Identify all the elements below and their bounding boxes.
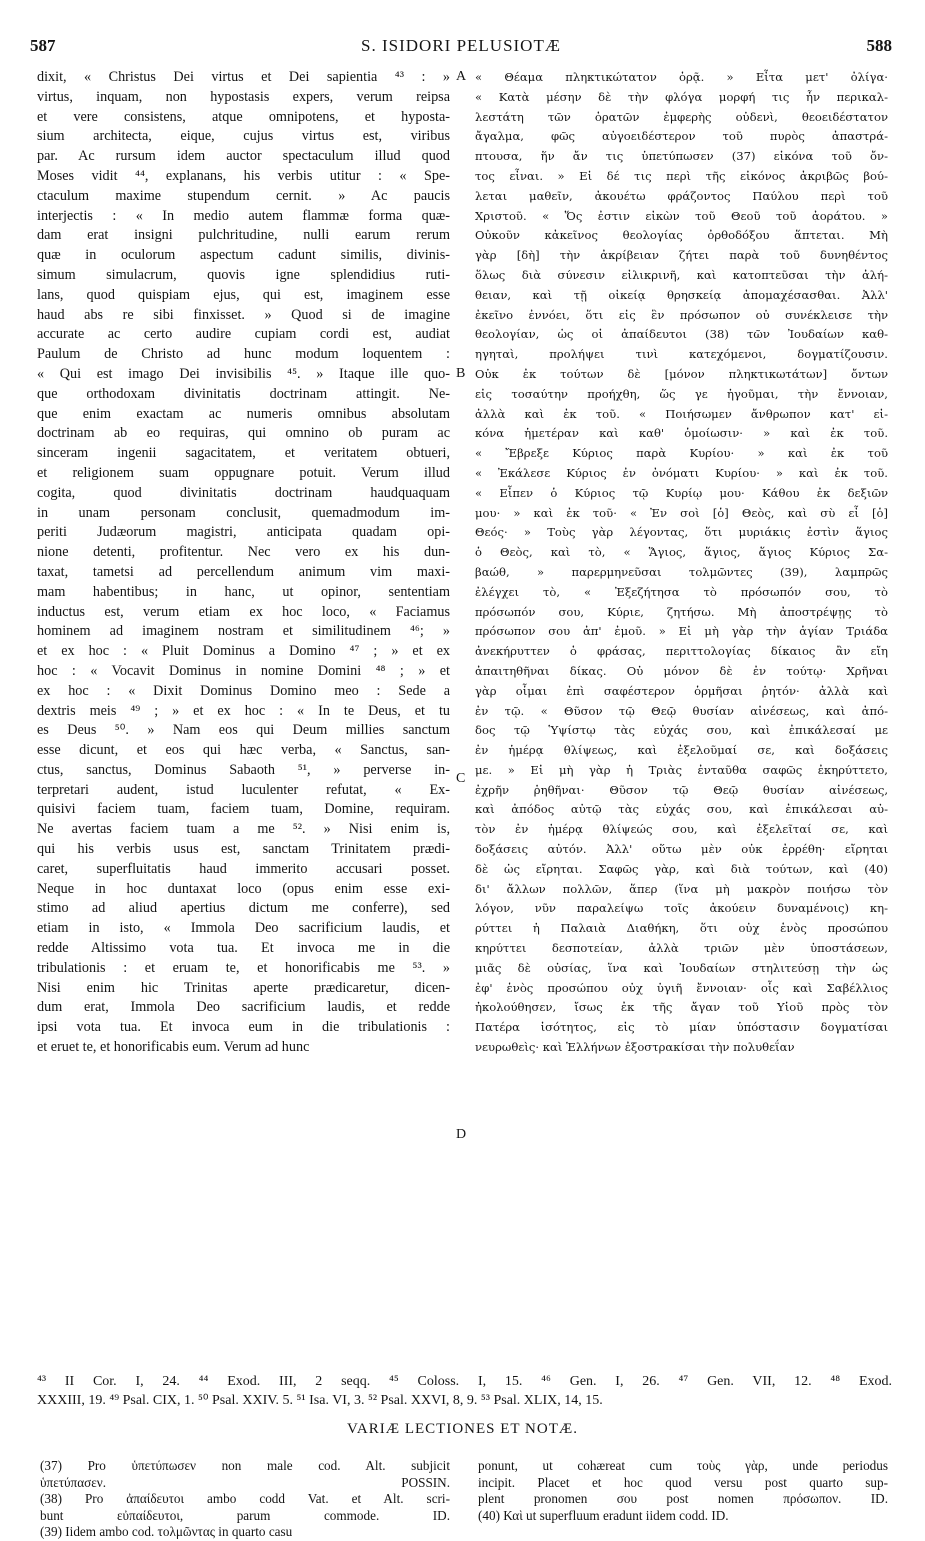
latin-text-line: hominem ad imaginem nostram et similitudinem ⁴⁶; » (37, 623, 450, 640)
latin-text-line: Moses vidit ⁴⁴, explanans, his verbis utitur : « Spe- (37, 167, 450, 184)
greek-text-line: γὰρ [δὴ] τὴν ἀκρίβειαν ζήτει παρὰ τοῦ δυνηθέντος (475, 248, 888, 263)
latin-text-line: que orthodoxam divinitatis doctrinam attingit. Ne- (37, 385, 450, 402)
latin-text-line: quisivi faciem tuam, faciem tuam, Domine, requiram. (37, 801, 450, 818)
latin-text-line: sinceram ingenii sagacitatem, et veritatem obtueri, (37, 445, 450, 462)
latin-text-line: esse dicunt, et eos qui hæc verba, « Sanctus, san- (37, 742, 450, 759)
greek-text-line: Χριστοῦ. « Ὅς ἐστιν εἰκὼν τοῦ Θεοῦ τοῦ ἀοράτου. » (475, 208, 888, 223)
notes-column-left (40, 1458, 450, 1541)
note-line: plent pronomen σου post nomen πρόσωπον. ID. (478, 1491, 888, 1506)
latin-text-line: haud abs re sibi finxisset. » Quod si de imagine (37, 306, 450, 323)
latin-text-line: taxat, tametsi ad percellendum animum vim maxi- (37, 563, 450, 580)
greek-text-line: μου· » καὶ ἐκ τοῦ· « Ἐν σοὶ [ὁ] Θεὸς, καὶ σὺ εἶ [ὁ] (475, 505, 888, 520)
latin-text-line: Ne avertas faciem tuam a me ⁵². » Nisi enim is, (37, 821, 450, 838)
latin-text-line: terpretari audent, istud luculenter refutat, « Ex- (37, 781, 450, 798)
greek-text-line: δος τῷ Ὑψίστῳ τὰς εὐχάς σου, καὶ ἐπικάλεσαί με (475, 723, 888, 738)
greek-text-line: λόγον, νῦν παραλείψω τοῖς ἀκούειν δυναμένοις) κη- (475, 901, 888, 916)
greek-text-line: κηρύττει δεσποτείαν, ἀλλὰ τριῶν μὲν ὑποστάσεων, (475, 941, 888, 956)
greek-text-line: πρόσωπόν σου, Κύριε, ζητήσω. Μὴ ἀποστρέψῃς τὸ (475, 604, 888, 619)
latin-text-line: « Qui est imago Dei invisibilis ⁴⁵. » Itaque ille quo- (37, 365, 450, 382)
greek-text-line: ὅλως διὰ σύνεσιν εἰλικρινῆ, καὶ κατοπτεῦσαι τὴν ἀλή- (475, 267, 888, 282)
running-title: S. ISIDORI PELUSIOTÆ (361, 36, 561, 55)
greek-text-line: πρόσωπον σου ἀπ' ἐμοῦ. » Εἰ μὴ γὰρ τὴν ἁγίαν Τριάδα (475, 624, 888, 639)
note-line: (37) Pro ὑπετύπωσεν non male cod. Alt. subjicit (40, 1458, 450, 1473)
margin-letter-a: A (456, 69, 467, 84)
greek-text-line: θειαν, καὶ τῇ οἰκείᾳ θρησκείᾳ ἀπομαχέσασθαι. Ἀλλ' (475, 287, 888, 302)
note-line: (38) Pro ἀπαίδευτοι ambo codd Vat. et Alt. scri- (40, 1491, 450, 1506)
latin-text-line: mam habentibus; in hanc, ut opinor, sententiam (37, 583, 450, 600)
greek-text-line: ἀλλὰ καὶ ἐκ τοῦ. « Ποιήσωμεν ἄνθρωπον κατ' εἰ- (475, 406, 888, 421)
greek-text-line: Οὐκοῦν κἀκεῖνος θεολογίας ὀρθοδόξου ἅπτεται. Μὴ (475, 228, 888, 243)
latin-text-line: dum erat, Immola Deo sacrificium laudis, et redde (37, 999, 450, 1016)
latin-text-line: et ex hoc : « Pluit Dominus a Domino ⁴⁷ ; » et ex (37, 643, 450, 660)
greek-text-line: « Ἔβρεξε Κύριος παρὰ Κυρίου· » καὶ ἐκ τοῦ (475, 446, 888, 461)
latin-text-line: caret, superfluitatis haud immerito accusari posset. (37, 860, 450, 877)
latin-text-line: que enim exactam ac numeris omnibus absolutam (37, 405, 450, 422)
greek-column (475, 68, 888, 1058)
greek-text-line: ηγηταὶ, προλήψει τινὶ κατεχόμενοι, δογματίζουσιν. (475, 347, 888, 362)
greek-text-line: ἄγαλμα, φῶς αὐγοειδέστερον τοῦ πυρὸς ἀπαστρά- (475, 129, 888, 144)
latin-text-line: et eruet te, et honorificabis eum. Verum ad hunc (37, 1039, 310, 1056)
greek-text-line: ἀπαιτηθῆναι δίκας. Οὐ μόνον δὲ ἐν τούτῳ· Χρῆναι (475, 663, 888, 678)
latin-text-line: stimo ad aliud apertius dictum me conferre), sed (37, 900, 450, 917)
greek-text-line: ἐχρῆν ῥηθῆναι· Θῦσον τῷ Θεῷ θυσίαν αἰνέσεως, (475, 782, 888, 797)
greek-text-line: κόνα ἡμετέραν καὶ καθ' ὁμοίωσιν· » καὶ ἐκ τοῦ. (475, 426, 888, 441)
greek-text-line: ἀνεκήρυττεν ὁ φράσας, περιττολογίας δίκαιος ἂν εἴη (475, 644, 888, 659)
latin-text-line: dam erat insigni pulchritudine, nulli earum rerum (37, 227, 450, 244)
greek-text-line: δὲ ὡς εἴρηται. Σαφῶς γὰρ, καὶ διὰ τούτων, καὶ (40) (475, 861, 888, 876)
reference-line: XXXIII, 19. ⁴⁹ Psal. CIX, 1. ⁵⁰ Psal. XXIV. 5. ⁵¹ Isa. VI, 3. ⁵² Psal. XXVI, 8, 9. ⁵³ Psal. XLIX, 14, 15. (37, 1393, 603, 1408)
latin-text-line: nione detenti, profitentur. Nec vero ex his dun- (37, 544, 450, 561)
latin-text-line: periti Judæorum magistri, anticipata quadam opi- (37, 524, 450, 541)
latin-text-line: Paulum de Christo ad hunc modum loquentem : (37, 346, 450, 363)
greek-text-line: ρύττει ἡ Παλαιὰ Διαθήκη, ὅτι οὐχ ἑνὸς προσώπου (475, 921, 888, 936)
latin-column (37, 68, 450, 1058)
latin-text-line: ex hoc : « Dixit Dominus Domino meo : Sede a (37, 682, 450, 699)
greek-text-line: δοξάσεις αὐτόν. Ἀλλ' οὕτω μὲν οὐκ ἐρρέθη· εἴρηται (475, 842, 888, 857)
greek-text-line: « Ἐκάλεσε Κύριος ἐν ὀνόματι Κυρίου· » καὶ ἐκ τοῦ. (475, 465, 888, 480)
greek-text-line: τος εἶναι. » Εἰ δέ τις περὶ τῆς εἰκόνος ἀκριβῶς βού- (475, 168, 888, 183)
note-line: (40) Καὶ ut superfluum eradunt iidem codd. ID. (478, 1507, 729, 1523)
greek-text-line: μιᾶς δὲ οὐσίας, ἵνα καὶ Ἰουδαίων στηλιτεύσῃ τὴν ὡς (475, 960, 888, 975)
latin-text-line: in unam personam conclusit, quemadmodum im- (37, 504, 450, 521)
greek-text-line: πτουσα, ἥν ἄν τις ὑπετύπωσεν (37) εἰκόνα τοῦ ὄν- (475, 149, 888, 164)
reference-line: ⁴³ II Cor. I, 24. ⁴⁴ Exod. III, 2 seqq. ⁴⁵ Coloss. I, 15. ⁴⁶ Gen. I, 26. ⁴⁷ Gen. VII, 12. ⁴⁸ Exod. (37, 1374, 892, 1389)
note-line: incipit. Placet et hoc quod versu post quarto sup- (478, 1474, 888, 1490)
latin-text-line: et religionem suam oppugnare potuit. Verum illud (37, 464, 450, 481)
greek-text-line: καὶ ἀπόδος αὐτῷ τὰς εὐχάς σου, καὶ ἐπικάλεσαι αὐ- (475, 802, 888, 817)
latin-text-line: par. Ac rursum idem auctor spectaculum illud quod (37, 148, 450, 165)
latin-text-line: tribulationis : et eruam te, et honorificabis me ⁵³. » (37, 959, 450, 976)
latin-text-line: doctrinam ab eo requiras, qui omnino ob puram ac (37, 425, 450, 442)
scripture-references (37, 1372, 892, 1410)
greek-text-line: ἐν ἡμέρᾳ θλίψεως, καὶ ἐξελοῦμαί σε, καὶ δοξάσεις (475, 743, 888, 758)
latin-text-line: ipsi vota tua. Et invoca eum in die tribulationis : (37, 1019, 450, 1036)
latin-text-line: ctaculum maxime stupendum cernit. » Ac paucis (37, 187, 450, 204)
greek-text-line: « Κατὰ μέσην δὲ τὴν φλόγα μορφή τις ἦν περικαλ- (475, 89, 888, 104)
latin-text-line: lans, quod quispiam ejus, qui est, imaginem esse (37, 286, 450, 303)
page-number-left: 587 (30, 36, 56, 55)
greek-text-line: ἐκεῖνο ἐννόει, ὅτι εἰς ἓν πρόσωπον οὐ συνέκλεισε τὴν (475, 307, 888, 322)
greek-text-line: « Εἶπεν ὁ Κύριος τῷ Κυρίῳ μου· Κάθου ἐκ δεξιῶν (475, 485, 888, 500)
latin-text-line: redde Altissimo vota tua. Et invoca me in die (37, 940, 450, 957)
latin-text-line: simum simulacrum, quovis igne splendidius ruti- (37, 266, 450, 283)
greek-text-line: λεστάτη τῶν ὁρατῶν ἐμφερὴς οὐδενὶ, θεοειδέστατον (475, 109, 888, 124)
latin-text-line: Nisi enim hic Trinitas aperte prædicaretur, dicen- (37, 979, 450, 996)
latin-text-line: cogita, quod divinitatis doctrinam haudquaquam (37, 484, 450, 501)
greek-text-line: εἰς τοσαύτην προήχθη, ὥς γε ἡγοῦμαι, τὴν ἔννοιαν, (475, 386, 888, 401)
latin-text-line: quæ in oculorum aspectum cadunt similis, divinis- (37, 247, 450, 264)
latin-text-line: Neque in hoc duntaxat loco (opus enim esse exi- (37, 880, 450, 897)
latin-text-line: qui his verbis usus est, sanctam Trinitatem prædi- (37, 841, 450, 858)
greek-text-line: Πατέρα ἰσότητος, εἰς τὸ μίαν ὑπόστασιν δογματίσαι (475, 1020, 888, 1035)
notes-heading: VARIÆ LECTIONES ET NOTÆ. (347, 1421, 578, 1437)
greek-text-line: ὁ Θεὸς, καὶ τὸ, « Ἅγιος, ἅγιος, ἅγιος Κύριος Σα- (475, 545, 888, 560)
running-header (30, 36, 892, 62)
greek-text-line: ἐν τῷ. « Θῦσον τῷ Θεῷ θυσίαν αἰνέσεως, καὶ ἀπό- (475, 703, 888, 718)
margin-letter-d: D (456, 1127, 467, 1142)
notes-column-right (478, 1458, 888, 1524)
latin-text-line: hoc : « Vocavit Dominus in nomine Domini ⁴⁸ ; » et (37, 662, 450, 679)
note-line: (39) Iidem ambo cod. τολμῶντας in quarto casu (40, 1524, 293, 1539)
greek-text-line: νευρωθεὶς· καὶ Ἑλλήνων ἐξοστρακίσαι τὴν πολυθεΐαν (475, 1040, 795, 1055)
greek-text-line: βαώθ, » παρερμηνεῦσαι τολμῶντες (39), λαμπρῶς (475, 564, 888, 579)
greek-text-line: λεται μαθεῖν, ἀκουέτω φράζοντος Παύλου περὶ τοῦ (475, 188, 888, 203)
latin-text-line: inductus est, verum etiam ex hoc loco, « Faciamus (37, 603, 450, 620)
latin-text-line: et vere consistens, atque omnipotens, et hyposta- (37, 108, 450, 125)
note-line: bunt εὐπαίδευτοι, parum commode. ID. (40, 1507, 450, 1523)
greek-text-line: θεολογίαν, ὡς οἱ ἀπαίδευτοι (38) τῶν Ἰουδαίων καθ- (475, 327, 888, 342)
latin-text-line: accurate ac certo audire cupiam cordi est, audiat (37, 326, 450, 343)
margin-letter-b: B (456, 366, 466, 381)
greek-text-line: γὰρ οἶμαι ἐπὶ σαφέστερον ὁρμῆσαι ῥητόν· ἀλλὰ καὶ (475, 683, 888, 698)
greek-text-line: δι' ἄλλων πολλῶν, ἅπερ (ἵνα μὴ μακρὸν ποιήσω τὸν (475, 881, 888, 896)
note-line: ponunt, ut cohæreat cum τοὺς γὰρ, unde periodus (478, 1458, 888, 1473)
greek-text-line: ἐλέγχει τὸ, « Ἐξεζήτησα τὸ πρόσωπόν σου, τὸ (475, 584, 888, 599)
latin-text-line: virtus, inquam, non hypostasis expers, verum reipsa (37, 88, 450, 105)
greek-text-line: « Θέαμα πληκτικώτατον ὁρᾷ. » Εἶτα μετ' ὀλίγα· (475, 70, 888, 84)
margin-letter-c: C (456, 771, 466, 786)
greek-text-line: τὸν ἐν ἡμέρᾳ θλίψεώς σου, καὶ ἐξελεῖταί σε, καὶ (475, 822, 888, 837)
greek-text-line: με. » Εἰ μὴ γὰρ ἡ Τριὰς ἐνταῦθα σαφῶς ἐκηρύττετο, (475, 762, 888, 777)
latin-text-line: sium architecta, eique, cujus virtus est, viribus (37, 128, 450, 145)
latin-text-line: ctus, sanctus, Dominus Sabaoth ⁵¹, » perverse in- (37, 761, 450, 778)
greek-text-line: ἠκολούθησεν, ἴσως ἐκ τῆς ἄγαν τοῦ Υἱοῦ πρὸς τὸν (475, 1000, 888, 1015)
latin-text-line: etiam in isto, « Immola Deo sacrificium laudis, et (37, 920, 450, 937)
greek-text-line: ἐφ' ἑνὸς προσώπου οὐχ ὑγιῆ ἔννοιαν· οἷς καὶ Σαβέλλιος (475, 980, 888, 995)
latin-text-line: dextris meis ⁴⁹ ; » et ex hoc : « In te Deus, et tu (37, 702, 450, 719)
note-line: ὑπετύπασεν. POSSIN. (40, 1474, 450, 1490)
latin-text-line: es Deus ⁵⁰. » Nam eos qui Deum millies sanctum (37, 722, 450, 739)
latin-text-line: dixit, « Christus Dei virtus et Dei sapientia ⁴³ : » (37, 69, 450, 85)
page-number-right: 588 (866, 36, 892, 55)
latin-text-line: interjectis : « In medio autem flammæ forma quæ- (37, 207, 450, 224)
greek-text-line: Θεός· » Τοὺς γὰρ λέγοντας, ὅτι μυριάκις ἐστὶν ἅγιος (475, 525, 888, 540)
greek-text-line: Οὐκ ἐκ τούτων δὲ [μόνον πληκτικωτάτων] ὄντων (475, 366, 888, 381)
